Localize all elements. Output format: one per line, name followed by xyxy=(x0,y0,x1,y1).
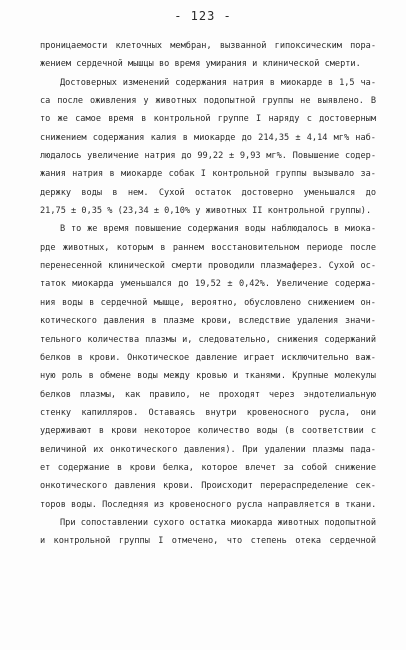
text-line: перенесенной клинической смерти проводили плазмаферез. Сухой ос- xyxy=(40,261,376,272)
text-line: жания натрия в миокарде собак I контрольной группы вызывало за- xyxy=(40,169,376,180)
text-line: ную роль в обмене воды между кровью и тканями. Крупные молекулы xyxy=(40,371,376,382)
text-line: снижением содержания калия в миокарде до 214,35 ± 4,14 мг% наб- xyxy=(40,132,376,143)
text-line: котического давления в плазме крови, вследствие удаления значи- xyxy=(40,316,376,327)
paragraph-first-line: При сопоставлении сухого остатка миокарда животных подопытной xyxy=(60,517,376,528)
text-line: удерживают в крови некоторое количество воды (в соответствии с xyxy=(40,426,376,437)
text-line: таток миокарда уменьшался до 19,52 ± 0,42%. Увеличение содержа- xyxy=(40,279,376,290)
text-line: белков плазмы, как правило, не проходят через эндотелиальную xyxy=(40,389,376,400)
text-line: людалось увеличение натрия до 99,22 ± 9,93 мг%. Повышение содер- xyxy=(40,151,376,162)
text-line: величиной их онкотического давления). При удалении плазмы пада- xyxy=(40,444,376,455)
text-line: 21,75 ± 0,35 % (23,34 ± 0,10% у животных II контрольной группы). xyxy=(40,206,372,217)
body-text xyxy=(40,37,376,551)
paragraph-first-line: Достоверных изменений содержания натрия в миокарде в 1,5 ча- xyxy=(60,77,376,88)
text-line: жением сердечной мышцы во время умирания и клинической смерти. xyxy=(40,59,361,70)
text-line: онкотического давления крови. Происходит перераспределение сек- xyxy=(40,481,376,492)
text-line: рде животных, которым в раннем восстановительном периоде после xyxy=(40,242,376,253)
text-line: держку воды в нем. Сухой остаток достоверно уменьшался до xyxy=(40,187,376,198)
text-line: и контрольной группы I отмечено, что степень отека сердечной xyxy=(40,536,376,547)
text-line: са после оживления у животных подопытной группы не выявлено. В xyxy=(40,96,376,107)
page-number: - 123 - xyxy=(174,9,232,23)
paragraph-first-line: В то же время повышение содержания воды наблюдалось в миока- xyxy=(60,224,376,235)
text-line: ет содержание в крови белка, которое влечет за собой снижение xyxy=(40,462,376,473)
text-line: проницаемости клеточных мембран, вызванной гипоксическим пора- xyxy=(40,41,376,51)
text-line: белков в крови. Онкотическое давление играет исключительно важ- xyxy=(40,352,376,363)
text-line: торов воды. Последняя из кровеносного русла направляется в ткани. xyxy=(40,499,376,510)
text-line: тельного количества плазмы и, следовательно, снижения содержаний xyxy=(40,334,376,345)
text-line: то же самое время в контрольной группе I наряду с достоверным xyxy=(40,114,376,125)
text-line: ния воды в сердечной мышце, вероятно, обусловлено снижением он- xyxy=(40,297,376,308)
text-line: стенку капилляров. Оставаясь внутри кровеносного русла, они xyxy=(40,407,376,418)
